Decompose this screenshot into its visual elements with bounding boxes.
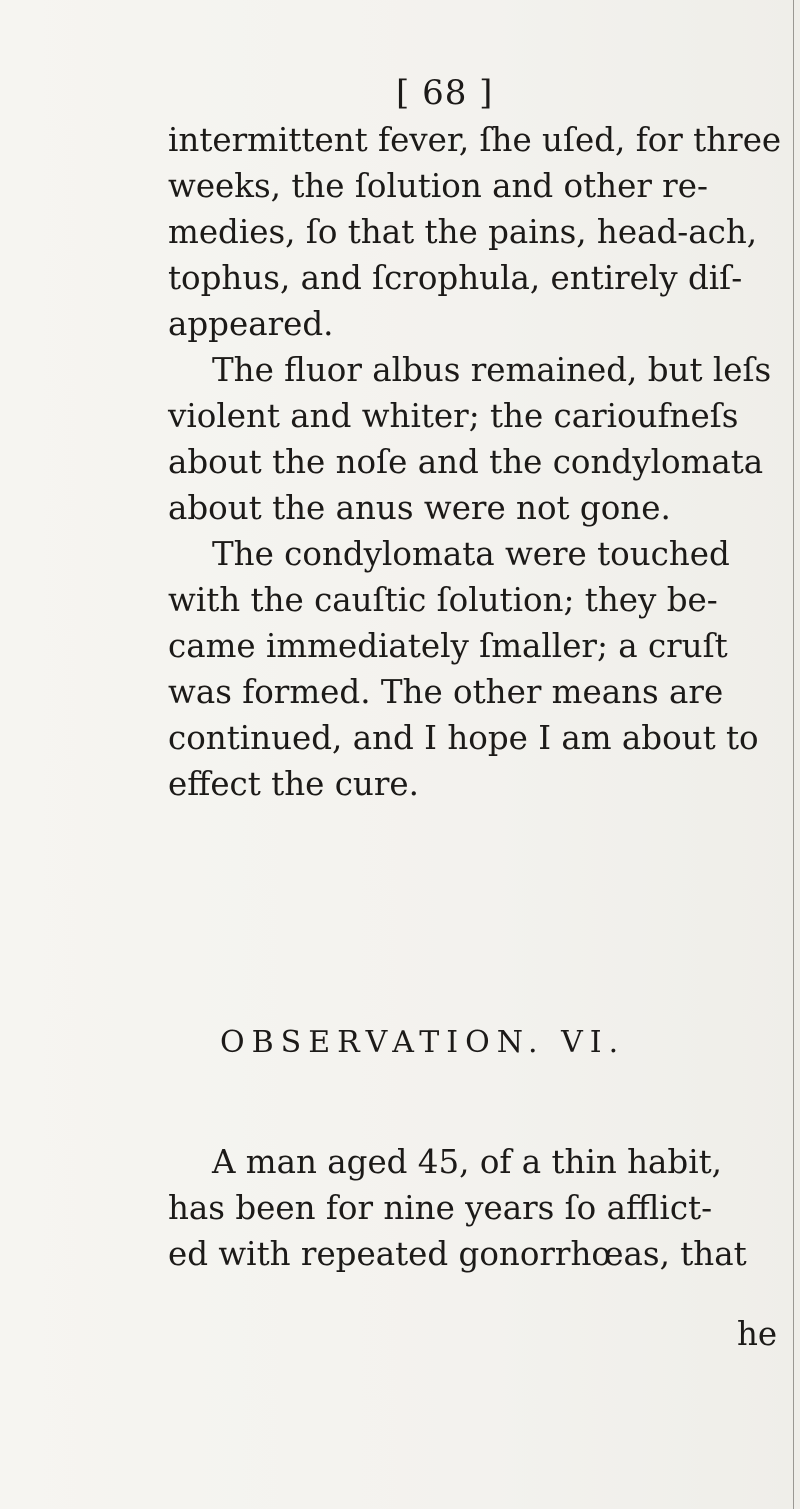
- page-number: [ 68 ]: [396, 73, 494, 113]
- text-line: about the noſe and the condylomata: [168, 443, 764, 481]
- text-line: The condylomata were touched: [212, 535, 730, 573]
- text-line: has been for nine years ſo afflict-: [168, 1189, 713, 1227]
- text-line: A man aged 45, of a thin habit,: [212, 1143, 723, 1181]
- text-line: effect the cure.: [168, 765, 419, 803]
- page-edge-line: [793, 0, 794, 1509]
- text-line: came immediately ſmaller; a cruſt: [168, 627, 728, 665]
- text-line: continued, and I hope I am about to: [168, 719, 759, 757]
- text-line: tophus, and ſcrophula, entirely diſ-: [168, 259, 743, 297]
- catchword: he: [737, 1315, 778, 1353]
- text-line: medies, ſo that the pains, head-ach,: [168, 213, 758, 251]
- text-line: about the anus were not gone.: [168, 489, 671, 527]
- text-line: ed with repeated gonorrhœas, that: [168, 1235, 747, 1273]
- observation-heading: OBSERVATION. VI.: [220, 1025, 626, 1060]
- text-line: The fluor albus remained, but leſs: [212, 351, 772, 389]
- text-line: intermittent fever, ſhe uſed, for three: [168, 121, 782, 159]
- text-line: with the cauſtic ſolution; they be-: [168, 581, 718, 619]
- text-line: violent and whiter; the carioufneſs: [168, 397, 739, 435]
- text-line: was formed. The other means are: [168, 673, 724, 711]
- text-line: appeared.: [168, 305, 334, 343]
- text-line: weeks, the ſolution and other re-: [168, 167, 708, 205]
